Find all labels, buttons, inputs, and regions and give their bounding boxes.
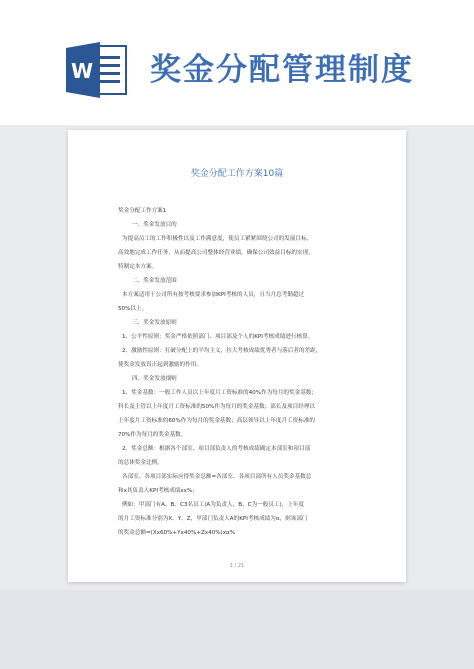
body-line: 2、奖金总额：根据各个部室、项目部负责人的考核成绩确定本部室和项目部 xyxy=(122,446,311,452)
document-page xyxy=(68,130,406,582)
word-icon-letter: W xyxy=(70,59,94,83)
body-line: 四、奖金发放细则 xyxy=(132,376,177,382)
body-line: 三、奖金发放原则 xyxy=(132,320,177,326)
body-line: 一、奖金发放目的 xyxy=(132,222,177,228)
body-line: 50%以上。 xyxy=(118,306,148,312)
header-banner xyxy=(0,0,474,125)
word-document-icon xyxy=(66,40,128,100)
page-number: 1 / 21 xyxy=(229,563,245,569)
body-line: 科长及主管以上年度月工资标准的50%作为每月的奖金基数；部长及项目经理以 xyxy=(118,404,316,410)
document-title: 奖金分配管理制度 xyxy=(150,52,414,88)
body-line: 2、激励性原则：打破分配上的平均主义，拉大考核成绩优秀者与落后者的差距， xyxy=(122,348,322,354)
body-line: 高效地完成工作任务，从而提高公司整体经营业绩，确保公司效益目标的实现， xyxy=(118,250,314,256)
body-line: 70%作为每月的奖金基数。 xyxy=(118,432,187,438)
body-line: 例如：甲部门有A、B、C3名员工(A为负责人，B、C为一般员工)，上年度 xyxy=(122,502,305,508)
body-line: 1、公平性原则：奖金严格依照部门、项目部及个人的KPI考核成绩进行核算。 xyxy=(122,334,314,340)
body-line: 二、奖金发放范围 xyxy=(132,278,177,284)
body-line: 1、奖金基数：一般工作人员以上年度月工资标准的40%作为每月的奖金基数； xyxy=(122,390,317,396)
body-line: 为提高员工的工作积极性以及工作满意度，使员工紧紧围绕公司的发展目标， xyxy=(122,236,313,242)
body-line: 上年度月工资标准的60%作为每月的奖金基数；高层领导以上年度月工资标准的 xyxy=(118,418,316,424)
document-body xyxy=(118,204,358,540)
paper-title: 奖金分配工作方案10篇 xyxy=(190,169,284,179)
body-line: 的奖金总额=(Xx60%+Yx40%+Zx40%)xα% xyxy=(118,530,236,536)
body-line: 奖金分配工作方案1 xyxy=(118,208,167,214)
footer-background xyxy=(0,590,474,669)
body-line: 特制定本方案。 xyxy=(118,264,158,270)
body-line: 和x其负责人KPI考核成绩xx%； xyxy=(118,488,198,494)
body-line: 本方案适用于公司所有按考核要求参加KPI考核的人员，且当月总考勤超过 xyxy=(122,292,305,298)
body-line: 使奖金发放真正起到激励的作用。 xyxy=(118,362,202,368)
body-line: 的月工资标准分别为X、Y、Z，甲部门负责人A的KPI考核成绩为α，则该部门 xyxy=(118,516,308,522)
body-line: 的总体奖金比例。 xyxy=(118,460,163,466)
body-line: 各部室、各项目部实际应得奖金总额=各部室、各项目部所有人员奖金基数总 xyxy=(122,474,312,480)
